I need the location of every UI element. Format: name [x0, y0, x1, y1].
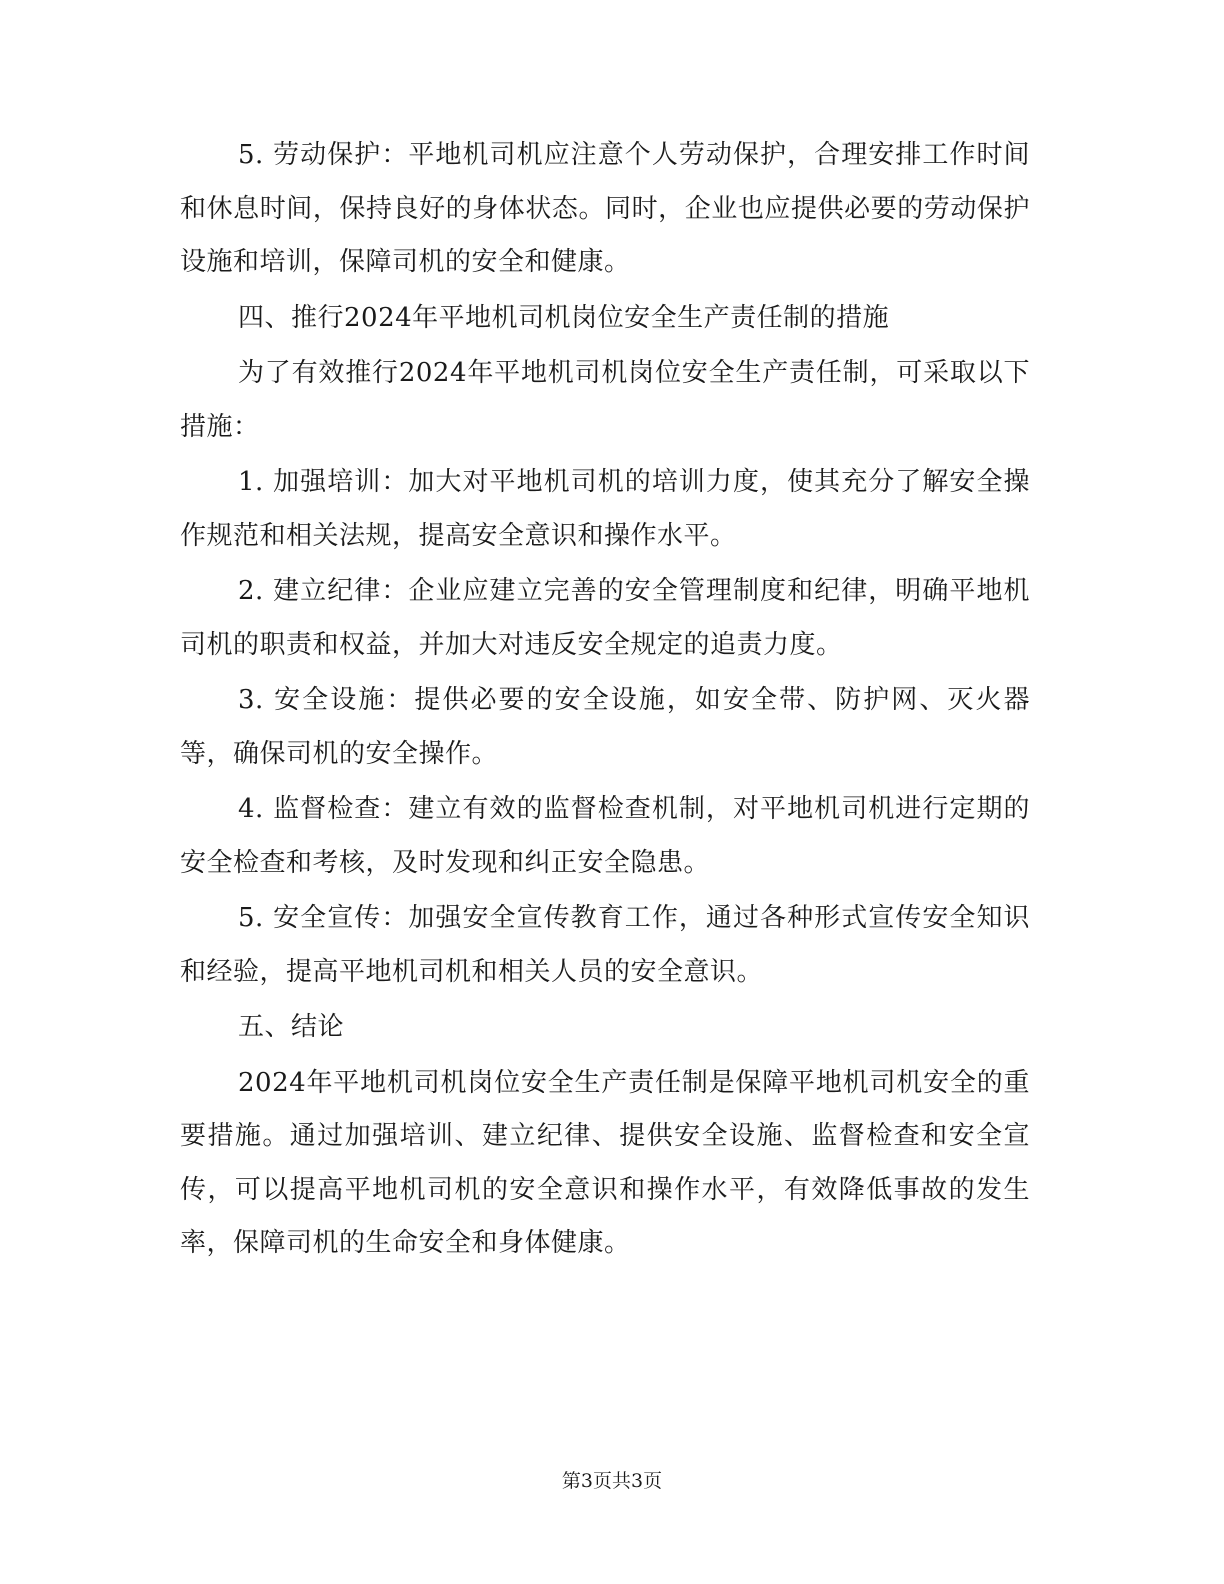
- paragraph-discipline: 2. 建立纪律：企业应建立完善的安全管理制度和纪律，明确平地机司机的职责和权益，并加大对违反安全规定的追责力度。: [180, 576, 1030, 660]
- document-body: [180, 129, 1030, 1273]
- paragraph-safety-publicity: 5. 安全宣传：加强安全宣传教育工作，通过各种形式宣传安全知识和经验，提高平地机司机和相关人员的安全意识。: [180, 903, 1030, 987]
- section-heading-conclusion: 五、结论: [238, 1012, 345, 1042]
- paragraph-safety-facilities: 3. 安全设施：提供必要的安全设施，如安全带、防护网、灭火器等，确保司机的安全操作。: [180, 685, 1030, 769]
- paragraph-measures-intro: 为了有效推行2024年平地机司机岗位安全生产责任制，可采取以下措施：: [180, 358, 1030, 442]
- paragraph-labor-protection: 5. 劳动保护：平地机司机应注意个人劳动保护，合理安排工作时间和休息时间，保持良好的身体状态。同时，企业也应提供必要的劳动保护设施和培训，保障司机的安全和健康。: [180, 140, 1030, 277]
- paragraph-inspection: 4. 监督检查：建立有效的监督检查机制，对平地机司机进行定期的安全检查和考核，及时发现和纠正安全隐患。: [180, 794, 1030, 878]
- section-heading-measures: 四、推行2024年平地机司机岗位安全生产责任制的措施: [238, 302, 890, 333]
- paragraph-training: 1. 加强培训：加大对平地机司机的培训力度，使其充分了解安全操作规范和相关法规，提高安全意识和操作水平。: [180, 467, 1030, 551]
- paragraph-conclusion: 2024年平地机司机岗位安全生产责任制是保障平地机司机安全的重要措施。通过加强培训、建立纪律、提供安全设施、监督检查和安全宣传，可以提高平地机司机的安全意识和操作水平，有效降低事故的发生率，保障司机的生命安全和身体健康。: [180, 1067, 1030, 1258]
- page-number: 第3页共3页: [561, 1470, 663, 1492]
